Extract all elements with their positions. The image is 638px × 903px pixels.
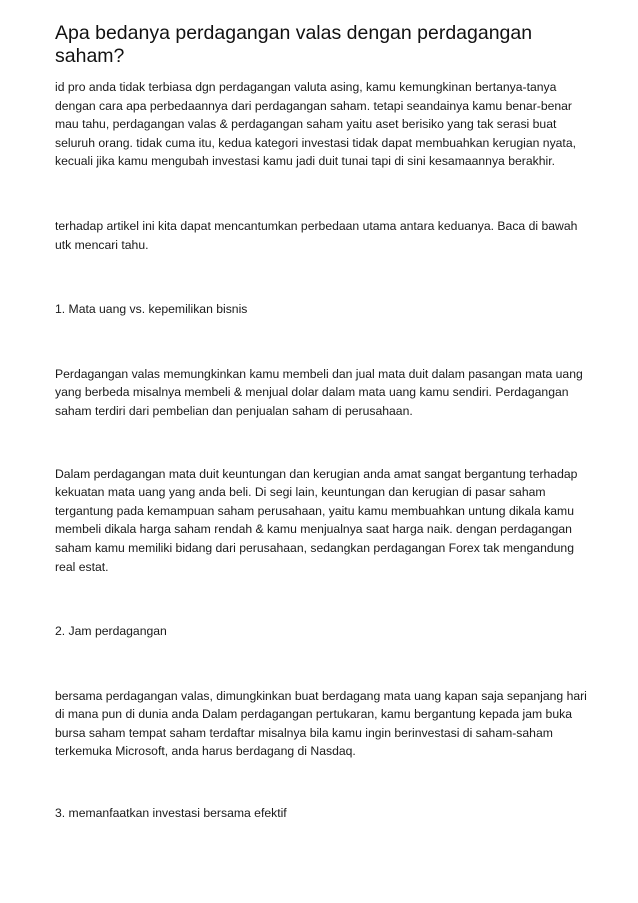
paragraph-currency-vs-ownership: Perdagangan valas memungkinkan kamu membeli dan jual mata duit dalam pasangan mata uang yang berbeda misalnya membeli & menjual dolar dalam mata uang kamu sendiri. Perdagangan saham terdiri dari pembelian dan penjualan saham di perusahaan. bbox=[55, 366, 583, 418]
document-page bbox=[55, 22, 595, 823]
paragraph-trading-hours: bersama perdagangan valas, dimungkinkan buat berdagang mata uang kapan saja sepanjang hari di mana pun di dunia anda Dalam perdagangan pertukaran, kamu bergantung kepada jam buka bursa saham tempat saham terdaftar misalnya bila kamu ingin berinvestasi di saham-saham terkemuka Microsoft, anda harus berdagang di Nasdaq. bbox=[55, 688, 587, 759]
paragraph-profit-loss: Dalam perdagangan mata duit keuntungan dan kerugian anda amat sangat bergantung terhadap kekuatan mata uang yang anda beli. Di segi lain, keuntungan dan kerugian di pasar saham tergantung pada kemampuan saham perusahaan, yaitu kamu membuahkan untung dikala kamu membeli dikala harga saham rendah & kamu menjualnya saat harga naik. dengan perdagangan saham kamu memiliki bidang dari perusahaan, sedangkan perdagangan Forex tak mengandung real estat. bbox=[55, 466, 578, 574]
paragraph-overview: terhadap artikel ini kita dapat mencantumkan perbedaan utama antara keduanya. Baca di bawah utk mencari tahu. bbox=[55, 218, 578, 252]
spacer bbox=[55, 254, 595, 300]
spacer bbox=[55, 641, 595, 687]
spacer bbox=[55, 576, 595, 622]
spacer bbox=[55, 761, 595, 804]
spacer bbox=[55, 319, 595, 365]
document-title: Apa bedanya perdagangan valas dengan perdagangan saham? bbox=[55, 22, 533, 67]
section-heading-3: 3. memanfaatkan investasi bersama efektif bbox=[55, 806, 287, 821]
paragraph-intro: id pro anda tidak terbiasa dgn perdagangan valuta asing, kamu kemungkinan bertanya-tanya dengan cara apa perbedaannya dari perdagangan saham. tetapi seandainya kamu benar-benar mau tahu, perdagangan valas & perdagangan saham yaitu aset berisiko yang tak serasi buat seluruh orang. tidak cuma itu, kedua kategori investasi tidak dapat membuahkan kerugian nyata, kecuali jika kamu mengubah investasi kamu jadi duit tunai tapi di sini kesamaannya berakhir. bbox=[55, 80, 576, 169]
spacer bbox=[55, 421, 595, 465]
spacer bbox=[55, 171, 595, 217]
section-heading-1: 1. Mata uang vs. kepemilikan bisnis bbox=[55, 302, 248, 317]
section-heading-2: 2. Jam perdagangan bbox=[55, 624, 167, 639]
